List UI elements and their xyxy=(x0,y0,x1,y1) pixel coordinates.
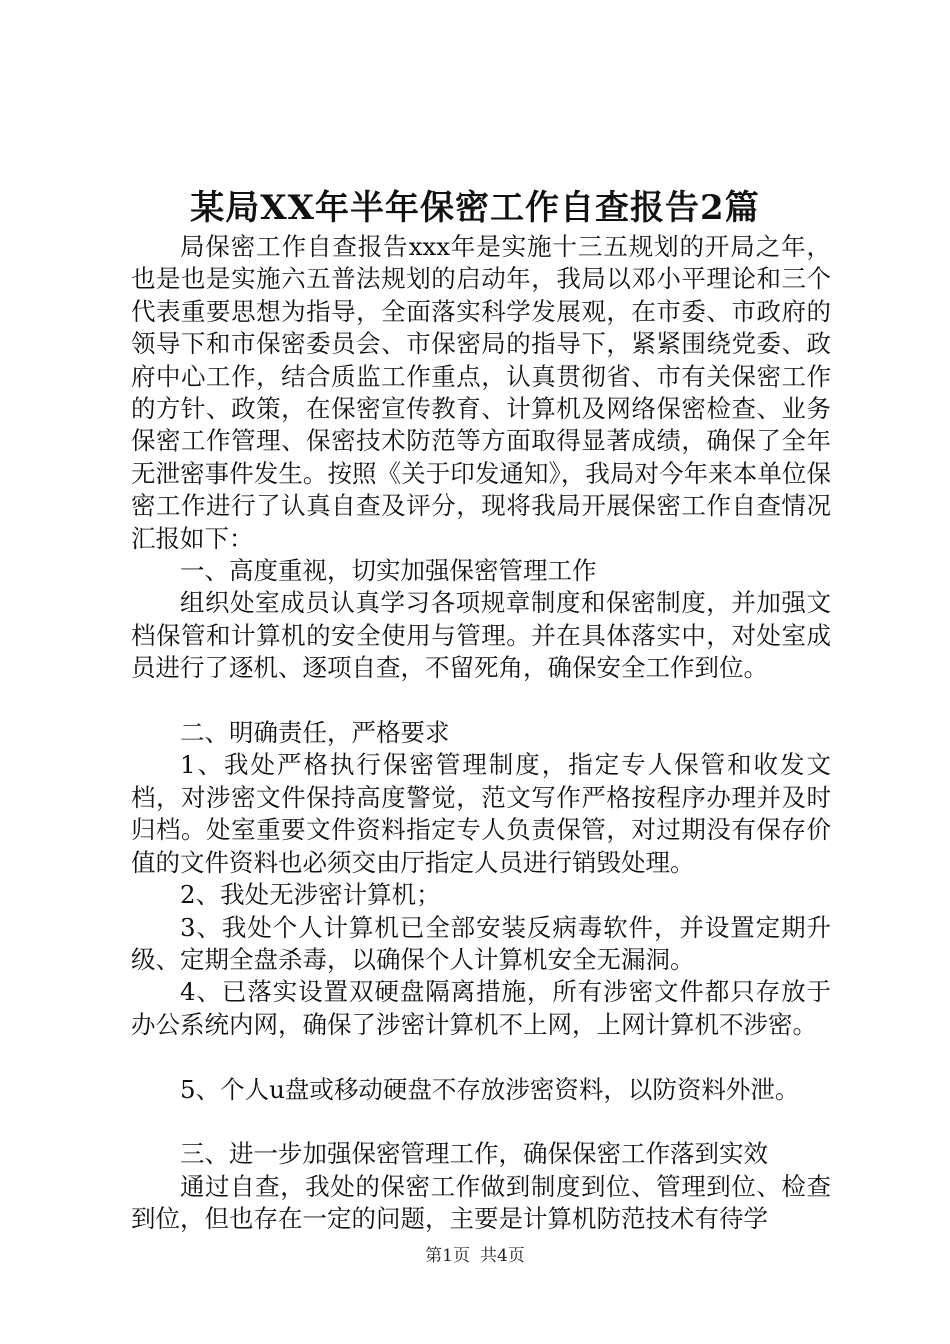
document-title: 某局XX年半年保密工作自查报告2篇 xyxy=(190,188,760,228)
paragraph-spacer xyxy=(131,1106,831,1138)
paragraph-spacer xyxy=(131,1041,831,1073)
section-heading-3: 三、进一步加强保密管理工作，确保保密工作落到实效 xyxy=(180,1139,768,1169)
list-item-4: 4、已落实设置双硬盘隔离措施，所有涉密文件都只存放于办公系统内网，确保了涉密计算机不上网，上网计算机不涉密。 xyxy=(131,977,831,1039)
section-1-paragraph: 组织处室成员认真学习各项规章制度和保密制度，并加强文档保管和计算机的安全使用与管理。并在具体落实中，对处室成员进行了逐机、逐项自查，不留死角，确保安全工作到位。 xyxy=(131,588,831,683)
list-item-5: 5、个人u盘或移动硬盘不存放涉密资料，以防资料外泄。 xyxy=(180,1074,800,1104)
intro-paragraph: 局保密工作自查报告xxx年是实施十三五规划的开局之年，也是也是实施六五普法规划的启动年，我局以邓小平理论和三个代表重要思想为指导，全面落实科学发展观，在市委、市政府的领导下和市保密委员会、市保密局的指导下，紧紧围绕党委、政府中心工作，结合质监工作重点，认真贯彻省、市有关保密工作的方针、政策，在保密宣传教育、计算机及网络保密检查、业务保密工作管理、保密技术防范等方面取得显著成绩，确保了全年无泄密事件发生。按照《关于印发通知》，我局对今年来本单位保密工作进行了认真自查及评分，现将我局开展保密工作自查情况汇报如下： xyxy=(131,232,831,553)
section-3-paragraph: 通过自查，我处的保密工作做到制度到位、管理到位、检查到位，但也存在一定的问题，主要是计算机防范技术有待学 xyxy=(131,1171,831,1234)
section-heading-2: 二、明确责任，严格要求 xyxy=(180,718,450,748)
list-item-2: 2、我处无涉密计算机； xyxy=(180,880,441,910)
page-total: 共4页 xyxy=(480,1246,525,1266)
paragraph-spacer xyxy=(131,685,831,717)
page-number: 第1页 xyxy=(425,1246,470,1266)
document-body xyxy=(131,231,831,1236)
section-heading-1: 一、高度重视，切实加强保密管理工作 xyxy=(180,556,597,586)
page-footer xyxy=(0,1244,950,1268)
list-item-1: 1、我处严格执行保密管理制度，指定专人保管和收发文档，对涉密文件保持高度警觉，范文写作严格按程序办理并及时归档。处室重要文件资料指定专人负责保管，对过期没有保存价值的文件资料也必须交由厅指定人员进行销毁处理。 xyxy=(131,750,831,877)
list-item-3: 3、我处个人计算机已全部安装反病毒软件，并设置定期升级、定期全盘杀毒，以确保个人计算机安全无漏洞。 xyxy=(131,912,831,974)
